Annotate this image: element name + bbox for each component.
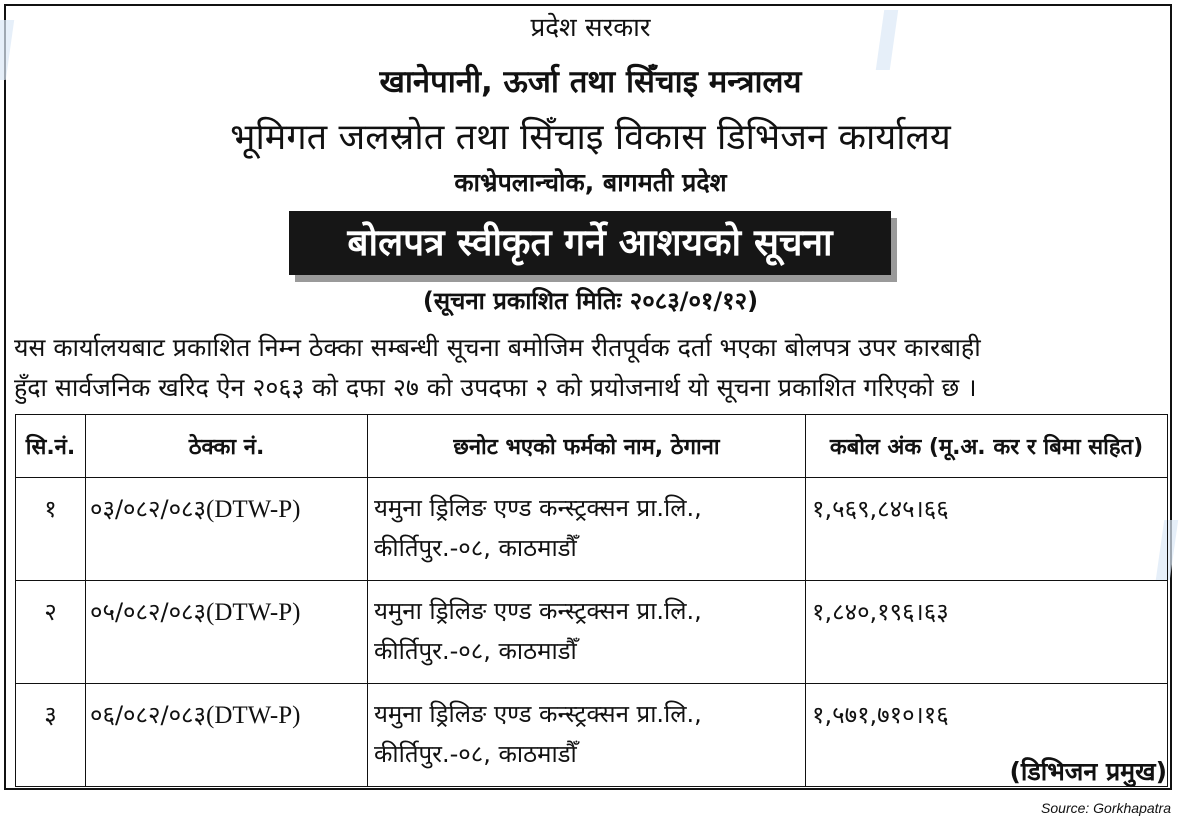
firm-address: कीर्तिपुर.-०८, काठमाडौँ <box>374 534 577 562</box>
contract-code: (DTW-P) <box>206 496 301 523</box>
contract-code: (DTW-P) <box>206 702 301 729</box>
contract-number: ०५/०८२/०८३ <box>90 598 207 626</box>
cell-serial: ३ <box>16 684 86 787</box>
cell-contract-no <box>86 684 368 787</box>
signature-label: (डिभिजन प्रमुख) <box>1009 757 1167 786</box>
government-line: प्रदेश सरकार <box>530 13 651 43</box>
publish-date: (सूचना प्रकाशित मितिः २०८३/०१/१२) <box>422 287 759 315</box>
firm-name: यमुना ड्रिलिङ एण्ड कन्स्ट्रक्सन प्रा.लि., <box>374 597 702 625</box>
cell-amount: १,५७१,७१०।१६ <box>806 684 1168 787</box>
body-text-line-2: हुँदा सार्वजनिक खरिद ऐन २०६३ को दफा २७ को उपदफा २ को प्रयोजनार्थ यो सूचना प्रकाशित गरिएको छ । <box>14 373 977 402</box>
cell-amount: १,८४०,१९६।६३ <box>806 581 1168 684</box>
cell-contract-no <box>86 581 368 684</box>
table-row <box>16 684 1168 787</box>
notice-title-banner: बोलपत्र स्वीकृत गर्ने आशयको सूचना <box>289 211 891 275</box>
award-table <box>15 414 1168 787</box>
firm-name: यमुना ड्रिलिङ एण्ड कन्स्ट्रक्सन प्रा.लि., <box>374 700 702 728</box>
cell-serial: १ <box>16 478 86 581</box>
cell-amount: १,५६९,८४५।६६ <box>806 478 1168 581</box>
table-header-row <box>16 415 1168 478</box>
cell-firm <box>368 478 806 581</box>
cell-firm <box>368 581 806 684</box>
source-credit: Source: Gorkhapatra <box>1041 800 1171 816</box>
cell-serial: २ <box>16 581 86 684</box>
body-text-line-1: यस कार्यालयबाट प्रकाशित निम्न ठेक्का सम्बन्धी सूचना बमोजिम रीतपूर्वक दर्ता भएका बोलपत्र उपर कारबाही <box>14 333 981 362</box>
header-firm: छनोट भएको फर्मको नाम, ठेगाना <box>368 415 806 478</box>
table-row <box>16 581 1168 684</box>
office-name: भूमिगत जलस्रोत तथा सिँचाइ विकास डिभिजन कार्यालय <box>230 117 951 158</box>
table-row <box>16 478 1168 581</box>
header-serial: सि.नं. <box>16 415 86 478</box>
cell-contract-no <box>86 478 368 581</box>
contract-number: ०३/०८२/०८३ <box>90 495 207 523</box>
header-contract-no: ठेक्का नं. <box>86 415 368 478</box>
ministry-name: खानेपानी, ऊर्जा तथा सिँचाइ मन्त्रालय <box>379 64 802 100</box>
firm-address: कीर्तिपुर.-०८, काठमाडौँ <box>374 740 577 768</box>
firm-address: कीर्तिपुर.-०८, काठमाडौँ <box>374 637 577 665</box>
contract-number: ०६/०८२/०८३ <box>90 701 207 729</box>
cell-firm <box>368 684 806 787</box>
firm-name: यमुना ड्रिलिङ एण्ड कन्स्ट्रक्सन प्रा.लि., <box>374 494 702 522</box>
contract-code: (DTW-P) <box>206 599 301 626</box>
header-amount: कबोल अंक (मू.अ. कर र बिमा सहित) <box>806 415 1168 478</box>
office-location: काभ्रेपलान्चोक, बागमती प्रदेश <box>454 168 727 197</box>
